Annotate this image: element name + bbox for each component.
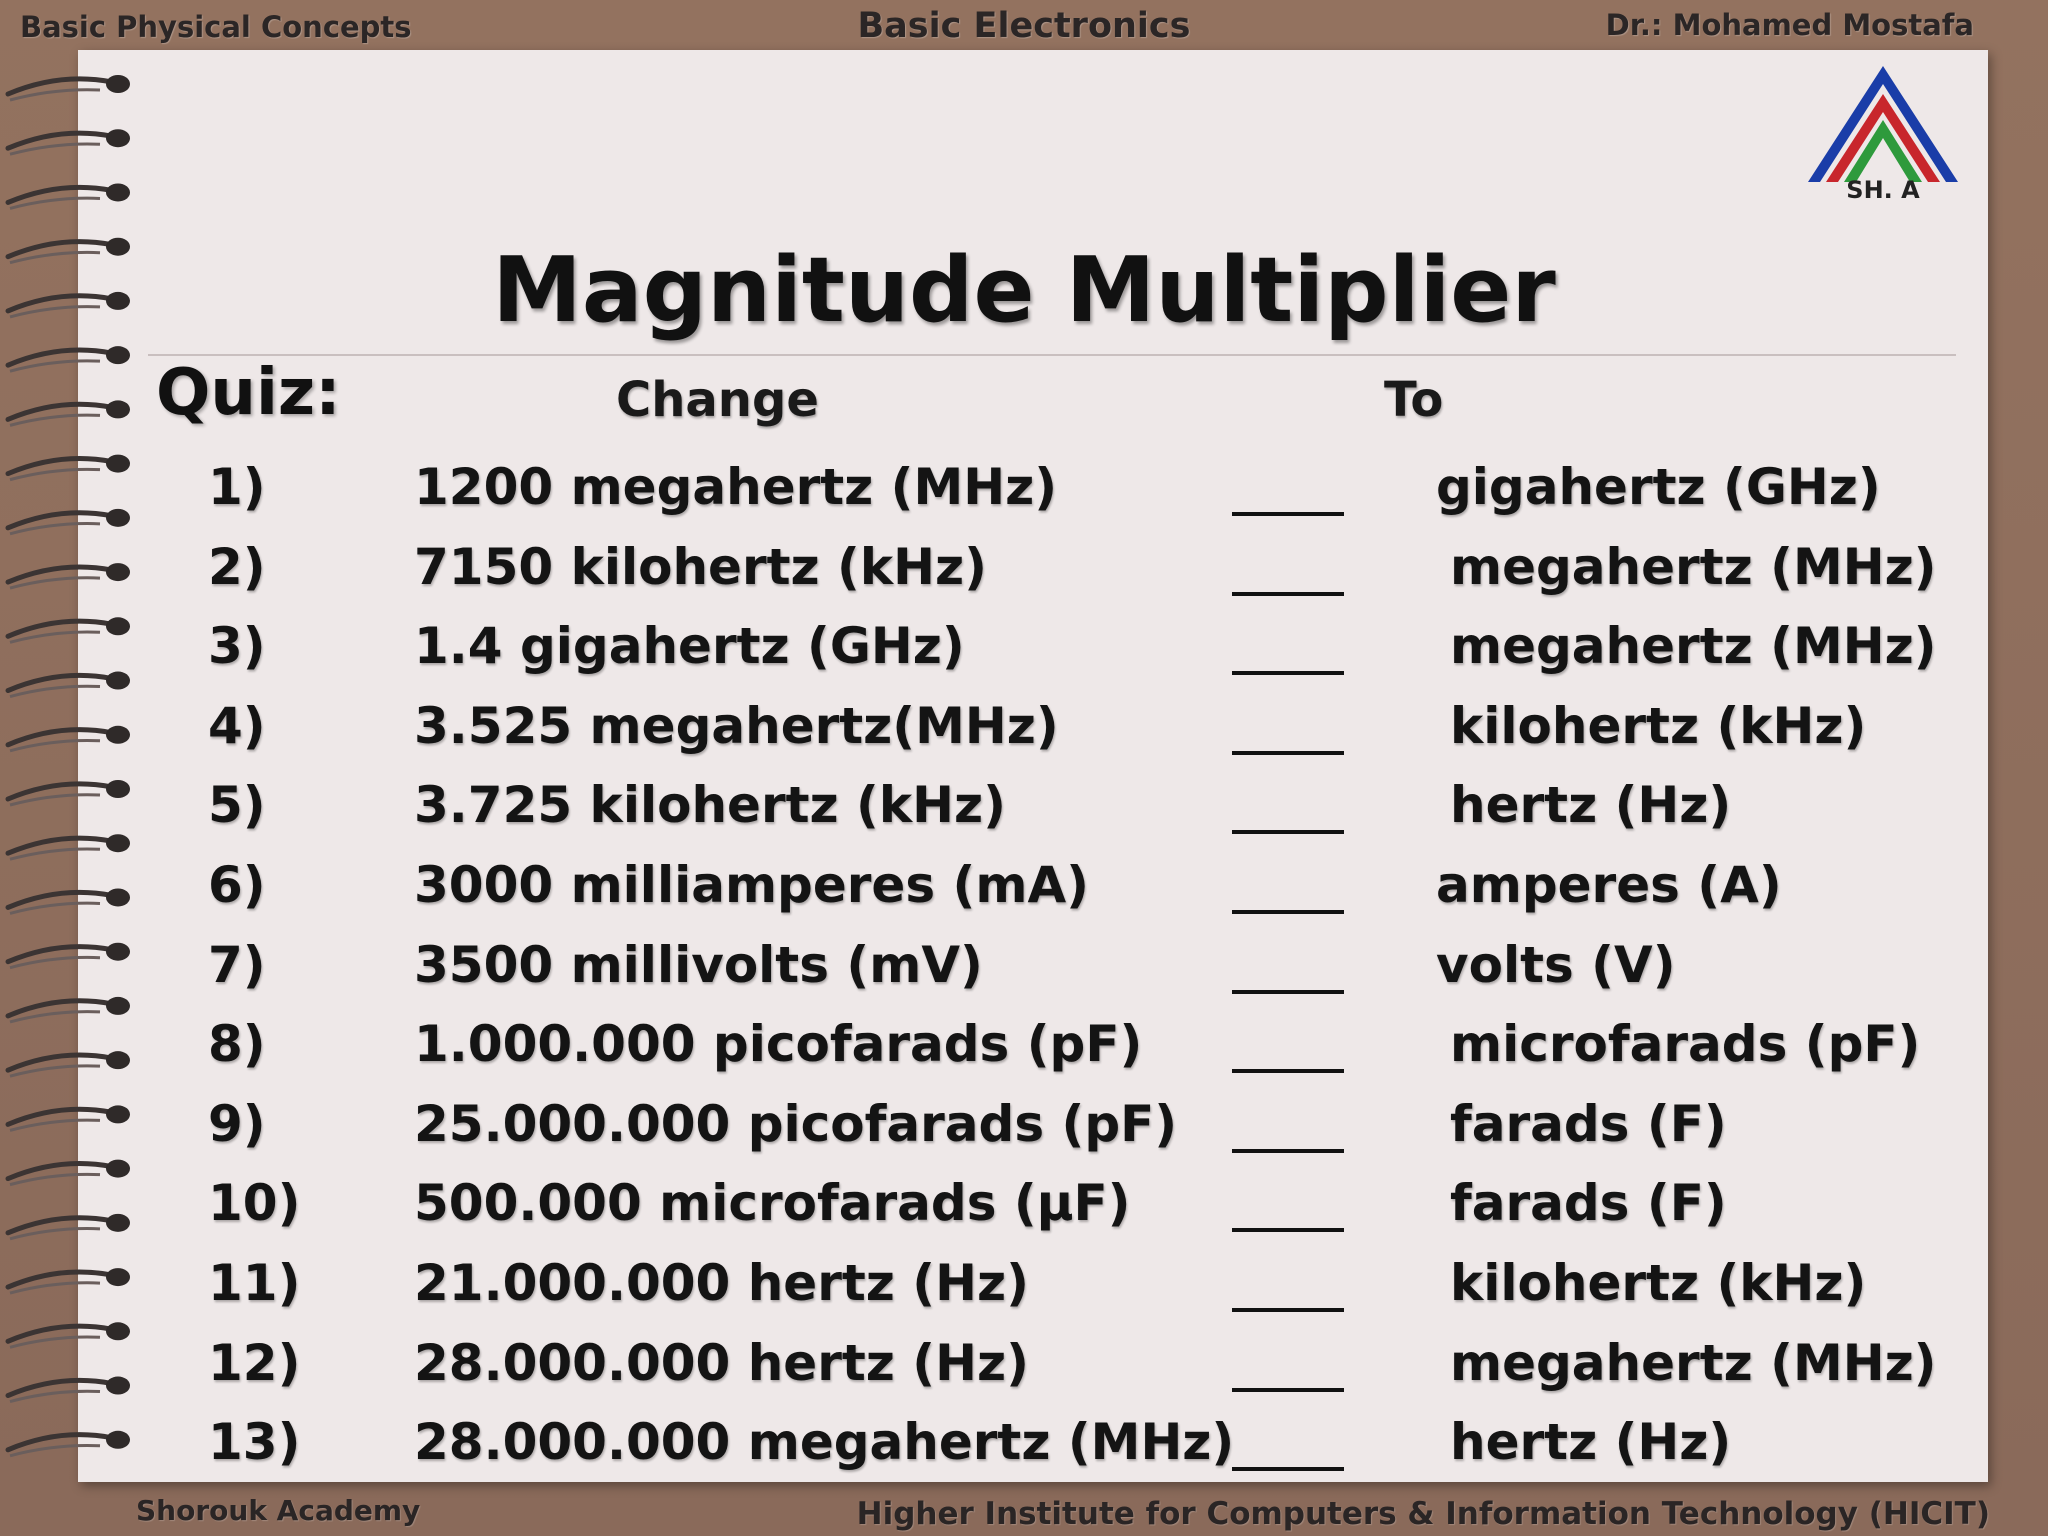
answer-blank: [1232, 770, 1344, 834]
answer-blank: [1232, 1089, 1344, 1153]
quiz-item-from: 28.000.000 hertz (Hz): [414, 1333, 1029, 1392]
header-topic: Basic Physical Concepts: [20, 10, 412, 44]
quiz-item-from: 25.000.000 picofarads (pF): [414, 1094, 1178, 1153]
quiz-item-from: 3500 millivolts (mV): [414, 935, 983, 994]
spiral-ring: [8, 400, 130, 425]
quiz-item-to: kilohertz (kHz): [1450, 1254, 1867, 1312]
quiz-item-to: farads (F): [1450, 1174, 1727, 1233]
answer-blank: [1232, 452, 1344, 516]
answer-blank: [1232, 930, 1344, 994]
quiz-item-to: hertz (Hz): [1450, 1413, 1732, 1472]
answer-blank: [1232, 532, 1344, 596]
title-divider: [148, 354, 1956, 356]
quiz-item-number: 6): [208, 856, 266, 914]
quiz-item-number: 2): [208, 537, 266, 596]
quiz-item-number: 8): [208, 1015, 266, 1074]
answer-blank: [1232, 1328, 1344, 1392]
header-author: Dr.: Mohamed Mostafa: [1605, 8, 1974, 42]
quiz-item-to: hertz (Hz): [1450, 776, 1732, 835]
quiz-item-to: gigahertz (GHz): [1436, 458, 1881, 516]
spiral-ring: [8, 75, 130, 100]
answer-blank: [1232, 1248, 1344, 1312]
quiz-item-to: megahertz (MHz): [1450, 1333, 1937, 1392]
quiz-item: [0, 452, 2048, 532]
spiral-ring: [8, 183, 130, 208]
quiz-item-to: microfarads (pF): [1450, 1015, 1921, 1074]
quiz-label: Quiz:: [156, 356, 341, 430]
academy-logo: [1798, 64, 1968, 214]
quiz-item: [0, 770, 2048, 850]
quiz-item-to: megahertz (MHz): [1450, 537, 1937, 596]
quiz-item: [0, 1407, 2048, 1487]
quiz-item-from: 1200 megahertz (MHz): [414, 458, 1058, 516]
quiz-item-from: 3.525 megahertz(MHz): [414, 696, 1059, 755]
quiz-item-number: 9): [208, 1094, 266, 1153]
quiz-item-number: 3): [208, 617, 266, 676]
quiz-item-from: 3000 milliamperes (mA): [414, 856, 1089, 914]
answer-blank: [1232, 850, 1344, 914]
column-header-to: To: [1384, 372, 1444, 428]
answer-blank: [1232, 691, 1344, 755]
answer-blank: [1232, 611, 1344, 675]
quiz-item-to: volts (V): [1436, 935, 1676, 994]
quiz-item: [0, 1168, 2048, 1248]
quiz-item-number: 11): [208, 1254, 301, 1312]
page-title: Magnitude Multiplier: [492, 238, 1556, 343]
quiz-item: [0, 611, 2048, 691]
quiz-item-number: 4): [208, 696, 266, 755]
quiz-item-to: amperes (A): [1436, 856, 1782, 914]
quiz-item-to: kilohertz (kHz): [1450, 696, 1867, 755]
header-course: Basic Electronics: [857, 6, 1191, 46]
quiz-item-to: farads (F): [1450, 1094, 1727, 1153]
column-header-change: Change: [616, 372, 819, 428]
quiz-item-number: 5): [208, 776, 266, 835]
answer-blank: [1232, 1407, 1344, 1471]
quiz-item-from: 1.4 gigahertz (GHz): [414, 617, 965, 676]
quiz-item: [0, 532, 2048, 612]
footer-academy: Shorouk Academy: [136, 1494, 421, 1527]
quiz-item: [0, 850, 2048, 930]
quiz-item-from: 28.000.000 megahertz (MHz): [414, 1413, 1235, 1472]
quiz-item-number: 13): [208, 1413, 301, 1472]
footer-institute: Higher Institute for Computers & Information Technology (HICIT): [856, 1496, 1990, 1532]
quiz-item-number: 10): [208, 1174, 301, 1233]
quiz-item-from: 500.000 microfarads (µF): [414, 1174, 1131, 1233]
quiz-item: [0, 1248, 2048, 1328]
quiz-item-from: 21.000.000 hertz (Hz): [414, 1254, 1029, 1312]
quiz-item: [0, 691, 2048, 771]
quiz-item-number: 1): [208, 458, 266, 516]
quiz-item-number: 7): [208, 935, 266, 994]
quiz-item-from: 1.000.000 picofarads (pF): [414, 1015, 1143, 1074]
quiz-item-to: megahertz (MHz): [1450, 617, 1937, 676]
quiz-item-from: 7150 kilohertz (kHz): [414, 537, 987, 596]
quiz-item-from: 3.725 kilohertz (kHz): [414, 776, 1006, 835]
quiz-item: [0, 1328, 2048, 1408]
quiz-item: [0, 1089, 2048, 1169]
quiz-item-number: 12): [208, 1333, 301, 1392]
quiz-item: [0, 930, 2048, 1010]
spiral-ring: [8, 129, 130, 154]
answer-blank: [1232, 1168, 1344, 1232]
spiral-ring: [8, 346, 130, 371]
answer-blank: [1232, 1009, 1344, 1073]
logo-text: SH. A: [1846, 176, 1920, 204]
quiz-item: [0, 1009, 2048, 1089]
